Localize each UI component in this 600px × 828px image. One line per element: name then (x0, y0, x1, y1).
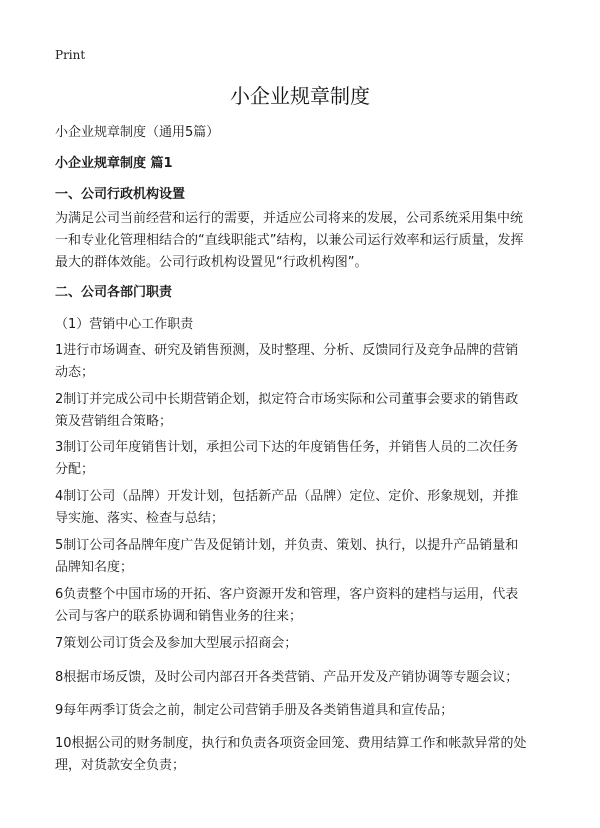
item-line: 理，对货款安全负责； (55, 758, 186, 773)
item-line: 1进行市场调查、研究及销售预测，及时整理、分析、反馈同行及竞争品牌的营销 (55, 343, 519, 358)
list-item (55, 486, 545, 530)
list-item (55, 437, 545, 481)
item-line: 导实施、落实、检查与总结； (55, 511, 225, 526)
list-item (55, 389, 545, 433)
item-line: 分配； (55, 462, 95, 477)
section1-paragraph (55, 208, 545, 274)
item-line: 公司与客户的联系协调和销售业务的往来； (55, 609, 303, 624)
print-label: Print (55, 48, 86, 62)
item-line: 6负责整个中国市场的开拓、客户资源开发和管理，客户资料的建档与运用，代表 (55, 587, 519, 602)
item-line: 10根据公司的财务制度，执行和负责各项资金回笼、费用结算工作和帐款异常的处 (55, 736, 527, 751)
list-item (55, 733, 545, 777)
item-line: 3制订公司年度销售计划，承担公司下达的年度销售任务，并销售人员的二次任务 (55, 440, 519, 455)
item-line: 策及营销组合策略； (55, 414, 173, 429)
article-heading: 小企业规章制度 篇1 (55, 156, 173, 171)
list-item (55, 667, 545, 689)
document-subtitle: 小企业规章制度（通用5篇） (55, 125, 220, 140)
list-item (55, 700, 545, 722)
item-line: 5制订公司各品牌年度广告及促销计划，并负责、策划、执行，以提升产品销量和 (55, 538, 519, 553)
item-line: 品牌知名度； (55, 560, 134, 575)
paragraph-line: 一和专业化管理相结合的“直线职能式”结构，以兼公司运行效率和运行质量，发挥 (55, 233, 524, 248)
list-item (55, 633, 545, 655)
paragraph-line: 最大的群体效能。公司行政机构设置见“行政机构图”。 (55, 255, 368, 270)
item-line: 2制订并完成公司中长期营销企划，拟定符合市场实际和公司董事会要求的销售政 (55, 392, 519, 407)
paragraph-line: 为满足公司当前经营和运行的需要，并适应公司将来的发展，公司系统采用集中统 (55, 211, 524, 226)
item-line: 7策划公司订货会及参加大型展示招商会； (55, 636, 298, 651)
list-item (55, 584, 545, 628)
item-line: 4制订公司（品牌）开发计划，包括新产品（品牌）定位、定价、形象规划，并推 (55, 489, 519, 504)
item-line: 9每年两季订货会之前，制定公司营销手册及各类销售道具和宣传品； (55, 703, 454, 718)
list-item (55, 535, 545, 579)
document-title: 小企业规章制度 (230, 84, 370, 108)
section2-subheading: （1）营销中心工作职责 (55, 317, 194, 332)
item-line: 动态； (55, 365, 95, 380)
item-line: 8根据市场反馈，及时公司内部召开各类营销、产品开发及产销协调等专题会议； (55, 670, 519, 685)
section1-heading: 一、公司行政机构设置 (55, 187, 186, 202)
section2-heading: 二、公司各部门职责 (55, 285, 173, 300)
list-item (55, 340, 545, 384)
